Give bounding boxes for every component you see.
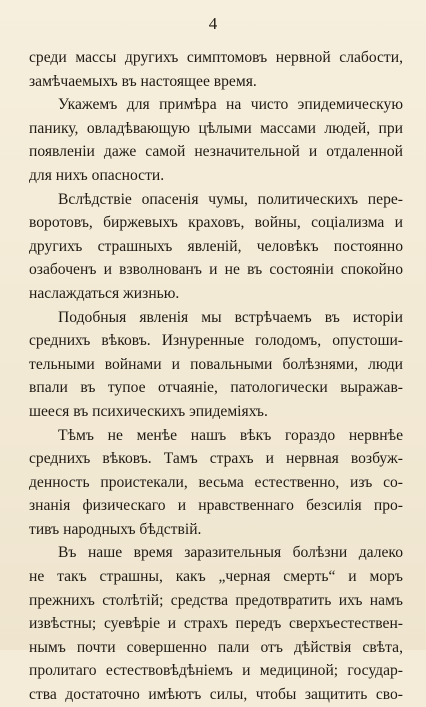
text-line: шееся въ психическихъ эпидеміяхъ. (29, 402, 268, 420)
text-line: среди массы другихъ симптомовъ нервной слабости, (29, 49, 403, 66)
text-line: не такъ страшны, какъ „черная смерть“ и моръ (29, 568, 403, 586)
text-line: прежнихъ столѣтій; средства предотвратить ихъ намъ (29, 591, 403, 609)
text-line: нымъ почти совершенно пали отъ дѣйствія свѣта, (29, 638, 403, 656)
page-number: 4 (208, 14, 218, 33)
text-line: для нихъ опасности. (29, 166, 165, 184)
text-line: Подобныя явленія мы встрѣчаемъ въ исторіи (58, 308, 403, 326)
text-line: впали въ тупое отчаяніе, патологически выражав- (29, 379, 403, 397)
page-body-text (29, 46, 403, 707)
text-line: наслаждаться жизнью. (29, 284, 180, 302)
text-line: среднихъ вѣковъ. Изнуренные голодомъ, опустоши- (29, 332, 403, 350)
text-line: тельными войнами и повальными болѣзнями, люди (29, 355, 403, 373)
text-line: знанія физическаго и нравственнаго безсилія про- (29, 497, 403, 515)
text-line: тивъ народныхъ бѣдствій. (29, 520, 202, 538)
text-line: ства достаточно имѣютъ силы, чтобы защитить сво- (29, 686, 403, 704)
text-line: другихъ страшныхъ явленій, человѣкъ постоянно (29, 237, 403, 255)
text-line: появленіи даже самой незначительной и отдаленной (29, 143, 403, 161)
text-line: озабоченъ и взволнованъ и не въ состояніи спокойно (29, 261, 403, 279)
text-line: Вслѣдствіе опасенія чумы, политическихъ пере- (58, 190, 403, 208)
text-line: Укажемъ для примѣра на чисто эпидемическую (58, 96, 403, 114)
text-line: Тѣмъ не менѣе нашъ вѣкъ гораздо нервнѣе (58, 426, 403, 444)
text-line: замѣчаемыхъ въ настоящее время. (29, 72, 257, 90)
text-line: панику, овладѣвающую цѣлыми массами людей, при (29, 119, 403, 137)
text-line: денность проистекали, весьма естественно, изъ со- (29, 473, 403, 491)
text-line: воротовъ, биржевыхъ краховъ, войны, соціализма и (29, 214, 403, 232)
text-line: извѣстны; суевѣріе и страхъ передъ сверхъестествен- (29, 615, 403, 633)
text-line: пролитаго естествовѣдѣніемъ и медициной; государ- (29, 662, 403, 680)
text-line: Въ наше время заразительныя болѣзни далеко (58, 544, 403, 562)
text-line: среднихъ вѣковъ. Тамъ страхъ и нервная возбуж- (29, 450, 403, 468)
